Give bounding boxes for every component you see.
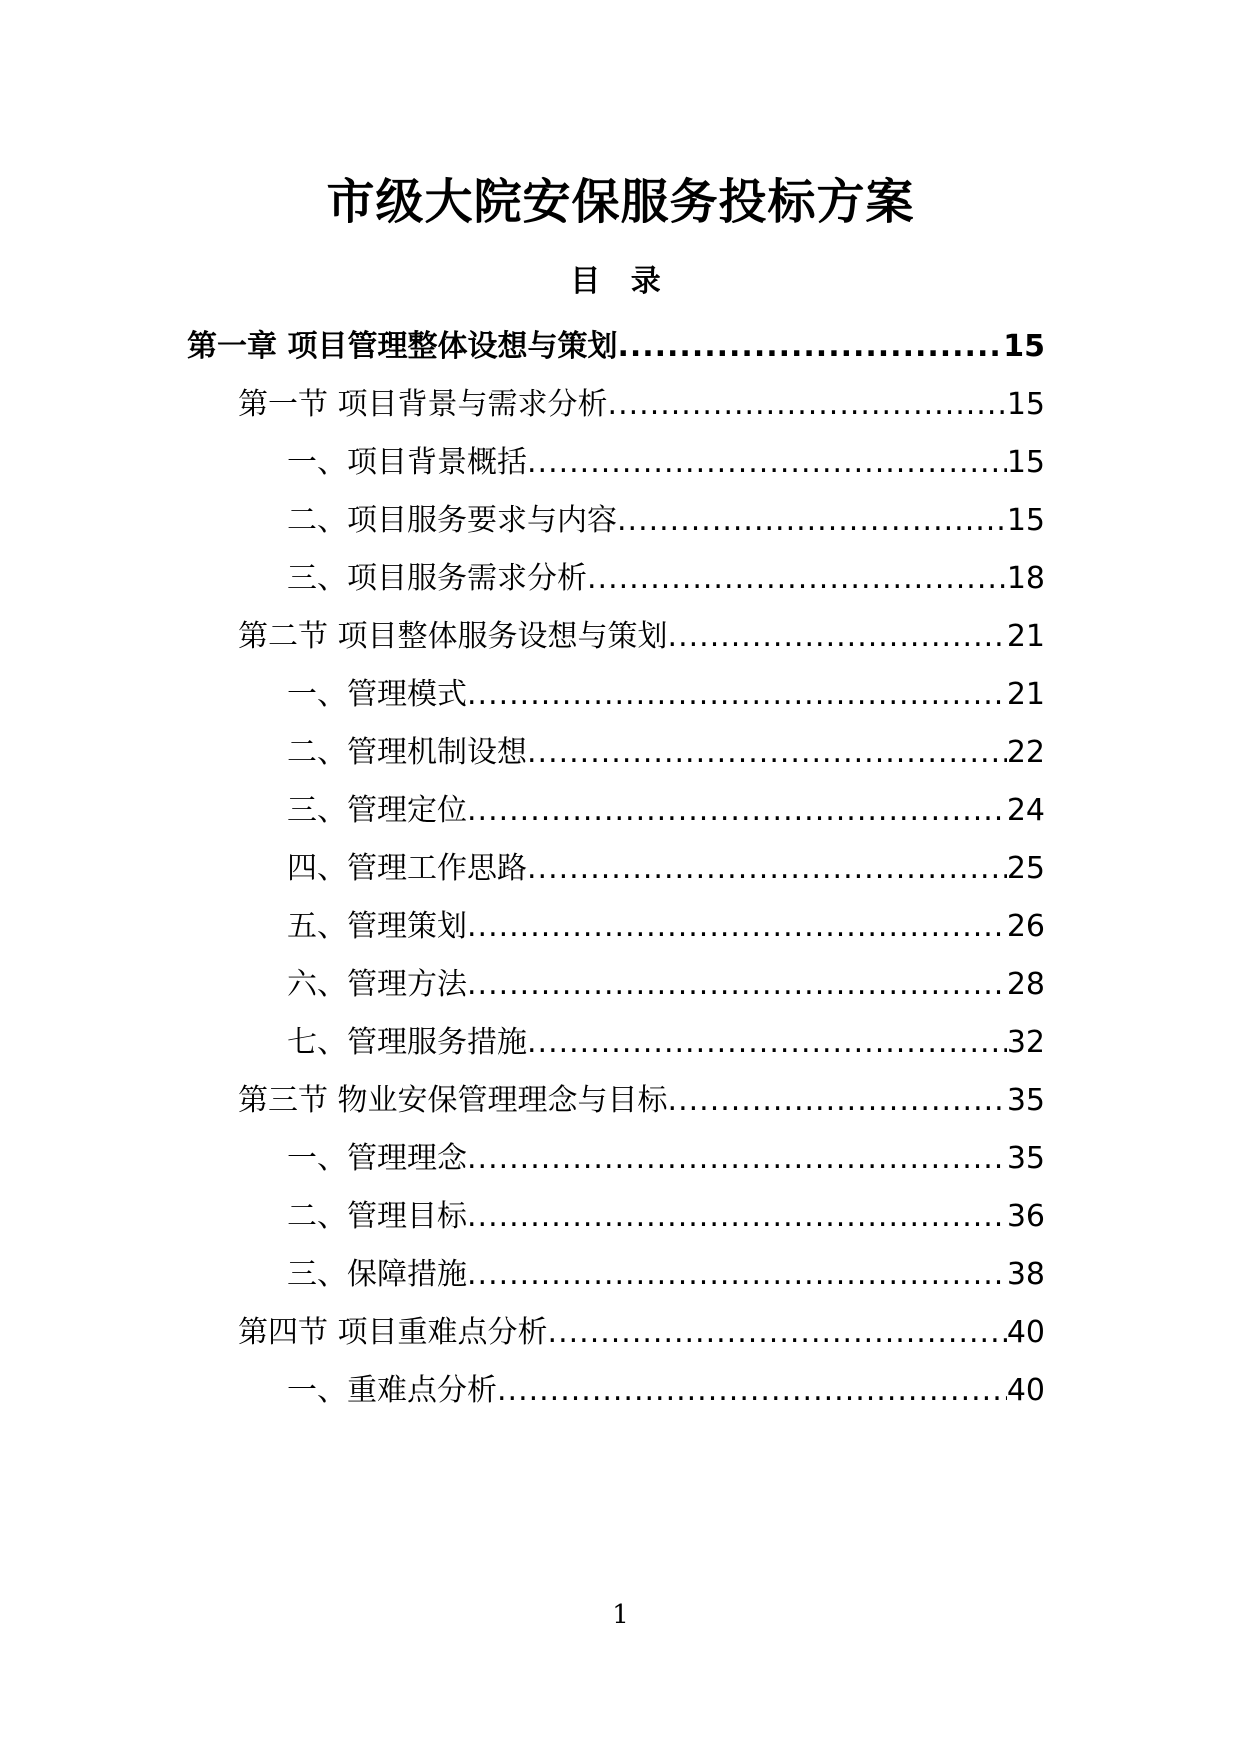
toc-section-entry[interactable] [238, 383, 1045, 427]
toc-entry-page: 15 [1006, 387, 1045, 422]
toc-entry-page: 35 [1006, 1141, 1045, 1176]
toc-dot-leader [668, 1079, 1007, 1123]
toc-subsection-entry[interactable] [287, 557, 1045, 601]
toc-entry-title: 六、管理方法 [287, 967, 467, 1002]
toc-subsection-entry[interactable] [287, 1021, 1045, 1065]
toc-subsection-entry[interactable] [287, 847, 1045, 891]
toc-dot-leader [527, 1021, 1007, 1065]
toc-entry-page: 22 [1006, 735, 1045, 770]
document-title: 市级大院安保服务投标方案 [326, 174, 915, 230]
toc-entry-title: 二、项目服务要求与内容 [287, 503, 617, 538]
toc-subsection-entry[interactable] [287, 963, 1045, 1007]
toc-subsection-entry[interactable] [287, 1137, 1045, 1181]
toc-entry-page: 21 [1006, 619, 1045, 654]
toc-entry-title: 七、管理服务措施 [287, 1025, 527, 1060]
toc-dot-leader [467, 905, 1007, 949]
toc-chapter-entry[interactable] [187, 325, 1045, 369]
toc-entry-page: 32 [1006, 1025, 1045, 1060]
toc-entry-page: 40 [1006, 1315, 1045, 1350]
toc-entry-title: 三、项目服务需求分析 [287, 561, 587, 596]
toc-subsection-entry[interactable] [287, 789, 1045, 833]
toc-entry-page: 24 [1006, 793, 1045, 828]
toc-section-entry[interactable] [238, 1079, 1045, 1123]
toc-subsection-entry[interactable] [287, 1195, 1045, 1239]
toc-subsection-entry[interactable] [287, 673, 1045, 717]
toc-subsection-entry[interactable] [287, 499, 1045, 543]
toc-entry-title: 一、管理模式 [287, 677, 467, 712]
toc-dot-leader [467, 789, 1007, 833]
toc-entry-page: 15 [1003, 329, 1045, 364]
toc-entry-title: 第一章 项目管理整体设想与策划 [187, 329, 618, 364]
toc-subsection-entry[interactable] [287, 1253, 1045, 1297]
toc-entry-title: 一、重难点分析 [287, 1373, 497, 1408]
toc-entry-page: 35 [1006, 1083, 1045, 1118]
toc-dot-leader [527, 731, 1007, 775]
toc-entry-page: 25 [1006, 851, 1045, 886]
toc-subsection-entry[interactable] [287, 441, 1045, 485]
toc-dot-leader [608, 383, 1007, 427]
toc-entry-title: 第三节 物业安保管理理念与目标 [238, 1083, 668, 1118]
toc-dot-leader [527, 847, 1007, 891]
toc-entry-title: 四、管理工作思路 [287, 851, 527, 886]
toc-dot-leader [587, 557, 1007, 601]
toc-entry-title: 二、管理机制设想 [287, 735, 527, 770]
toc-entry-page: 15 [1006, 445, 1045, 480]
toc-dot-leader [467, 1137, 1007, 1181]
toc-entry-title: 三、管理定位 [287, 793, 467, 828]
toc-dot-leader [548, 1311, 1007, 1355]
toc-entry-page: 26 [1006, 909, 1045, 944]
toc-dot-leader [617, 499, 1007, 543]
toc-section-entry[interactable] [238, 1311, 1045, 1355]
toc-entry-title: 第二节 项目整体服务设想与策划 [238, 619, 668, 654]
toc-subsection-entry[interactable] [287, 905, 1045, 949]
toc-entry-title: 第四节 项目重难点分析 [238, 1315, 548, 1350]
toc-dot-leader [467, 963, 1007, 1007]
toc-entry-title: 二、管理目标 [287, 1199, 467, 1234]
toc-dot-leader [467, 1195, 1007, 1239]
toc-dot-leader [527, 441, 1007, 485]
toc-entry-page: 28 [1006, 967, 1045, 1002]
toc-dot-leader [467, 1253, 1007, 1297]
toc-dot-leader [467, 673, 1007, 717]
toc-entry-page: 18 [1006, 561, 1045, 596]
toc-entry-page: 15 [1006, 503, 1045, 538]
toc-entry-title: 第一节 项目背景与需求分析 [238, 387, 608, 422]
toc-entry-page: 40 [1006, 1373, 1045, 1408]
toc-dot-leader [668, 615, 1007, 659]
toc-dot-leader [617, 325, 1003, 369]
toc-entry-title: 一、项目背景概括 [287, 445, 527, 480]
toc-entry-title: 三、保障措施 [287, 1257, 467, 1292]
toc-subsection-entry[interactable] [287, 1369, 1045, 1413]
toc-dot-leader [497, 1369, 1007, 1413]
toc-section-entry[interactable] [238, 615, 1045, 659]
toc-heading: 目 录 [570, 264, 671, 299]
toc-entry-page: 36 [1006, 1199, 1045, 1234]
toc-entry-title: 五、管理策划 [287, 909, 467, 944]
toc-entry-title: 一、管理理念 [287, 1141, 467, 1176]
toc-entry-page: 21 [1006, 677, 1045, 712]
page-number: 1 [612, 1600, 629, 1630]
toc-subsection-entry[interactable] [287, 731, 1045, 775]
toc-entry-page: 38 [1006, 1257, 1045, 1292]
